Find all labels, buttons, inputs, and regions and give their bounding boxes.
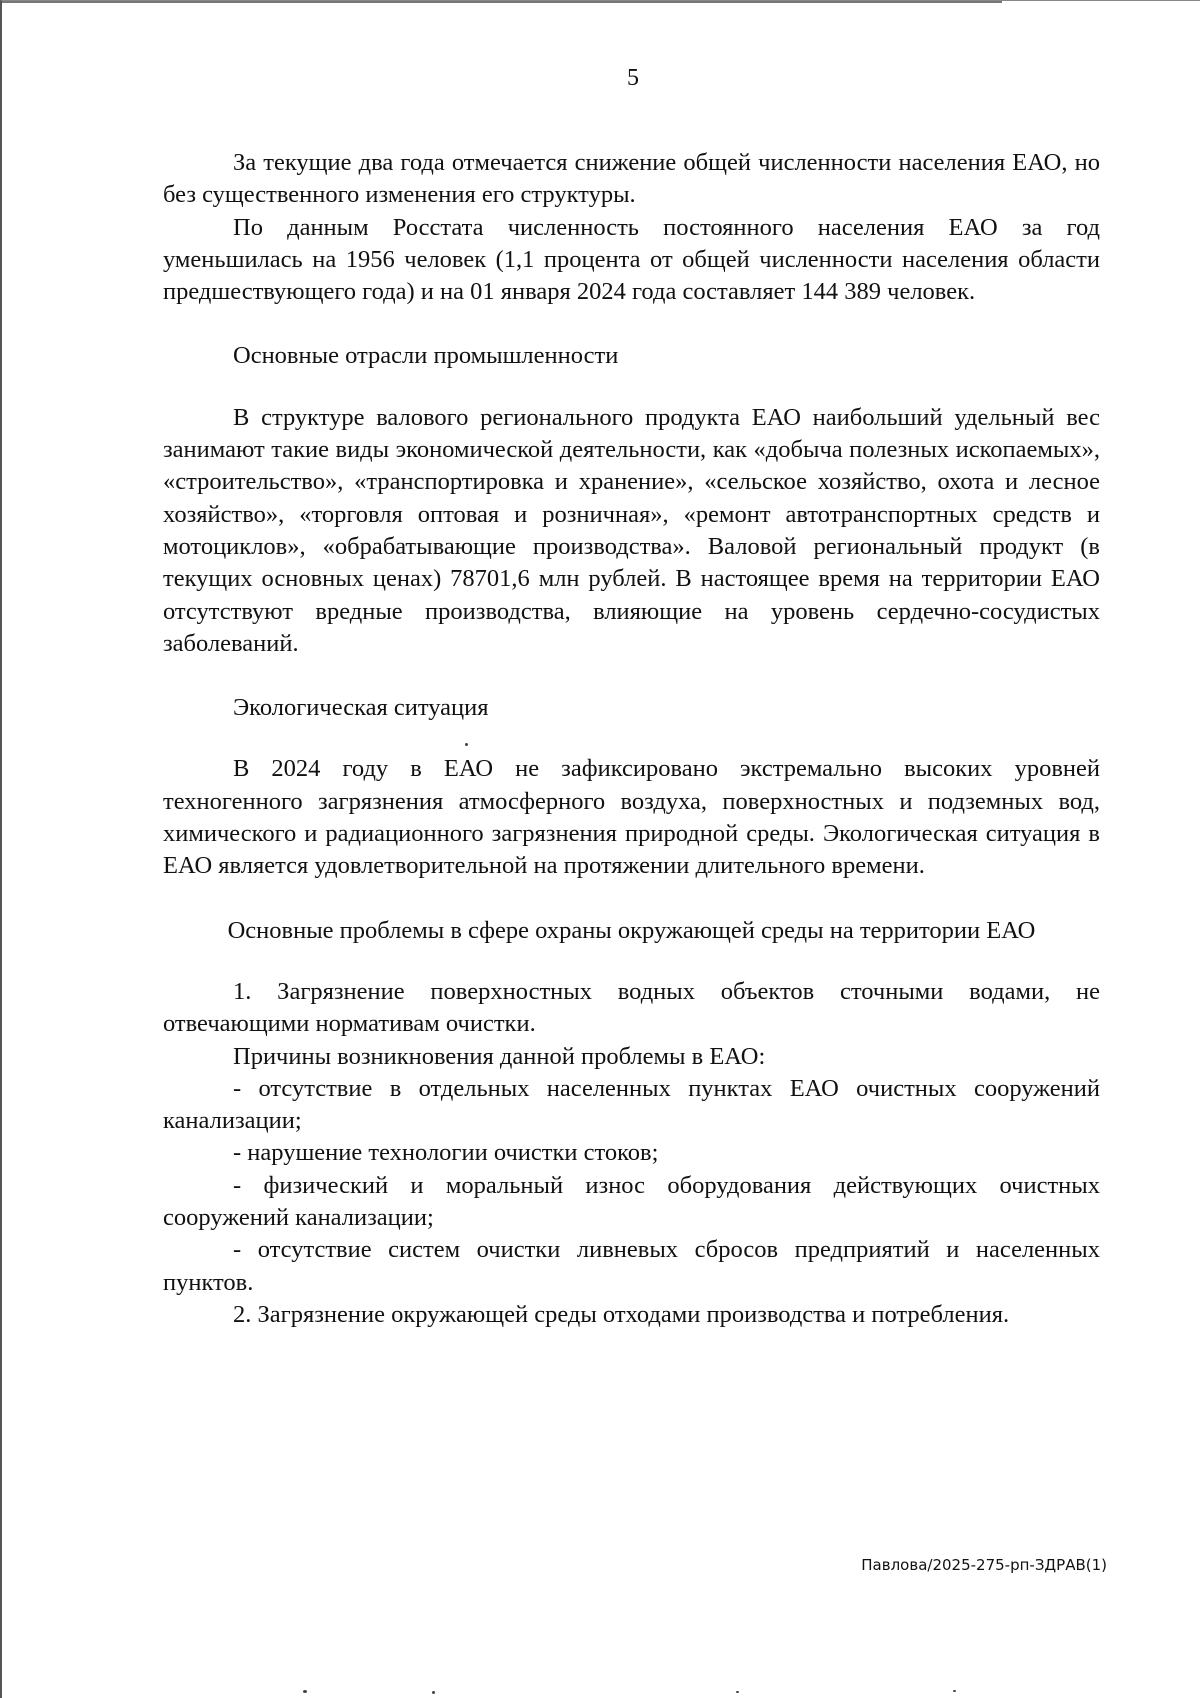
heading-industries: Основные отрасли промышленности xyxy=(233,342,619,370)
list-item-cause-4: - отсутствие систем очистки ливневых сбросов предприятий и населенных пунктов. xyxy=(163,1236,1100,1296)
list-item-cause-1: - отсутствие в отдельных населенных пунктах ЕАО очистных сооружений канализации; xyxy=(163,1074,1100,1135)
scan-speck xyxy=(303,1690,307,1693)
page-number: 5 xyxy=(627,65,639,91)
heading-ecology: Экологическая ситуация xyxy=(233,694,489,722)
heading-environment-problems: Основные проблемы в сфере охраны окружающей среды на территории ЕАО xyxy=(227,916,1036,944)
paragraph-population-stats: По данным Росстата численность постоянного населения ЕАО за год уменьшилась на 1956 человек (1,1 процента от общей численности населения области предшествующего года) и на 01 января 2024 года составляет 144 389 человек. xyxy=(163,213,1100,306)
paragraph-grp-structure: В структуре валового регионального продукта ЕАО наибольший удельный вес занимают такие виды экономической деятельности, как «добыча полезных ископаемых», «строительство», «транспортировка и хранение», «сельское хозяйство, охота и лесное хозяйство», «торговля оптовая и розничная», «ремонт автотранспортных средств и мотоциклов», «обрабатывающие производства». Валовой региональный продукт (в текущих основных ценах) 78701,6 млн рублей. В настоящее время на территории ЕАО отсутствуют вредные производства, влияющие на уровень сердечно-сосудистых заболеваний. xyxy=(163,403,1100,657)
scan-speck xyxy=(736,1691,739,1693)
paragraph-problem-2: 2. Загрязнение окружающей среды отходами производства и потребления. xyxy=(233,1300,1010,1328)
scan-speck xyxy=(465,743,468,746)
scan-top-edge xyxy=(2,1,1002,3)
paragraph-problem-1: 1. Загрязнение поверхностных водных объектов сточными водами, не отвечающими нормативам очистки. xyxy=(163,977,1100,1038)
document-body xyxy=(163,147,1100,1331)
paragraph-causes-intro: Причины возникновения данной проблемы в ЕАО: xyxy=(233,1042,766,1070)
scan-speck xyxy=(953,1690,956,1692)
paragraph-population-trend: За текущие два года отмечается снижение общей численности населения ЕАО, но без существенного изменения его структуры. xyxy=(163,149,1100,209)
paragraph-ecology-status: В 2024 году в ЕАО не зафиксировано экстремально высоких уровней техногенного загрязнения атмосферного воздуха, поверхностных и подземных вод, химического и радиационного загрязнения природной среды. Экологическая ситуация в ЕАО является удовлетворительной на протяжении длительного времени. xyxy=(163,755,1100,880)
scan-speck xyxy=(432,1691,435,1694)
document-registration-code: Павлова/2025-275-рп-ЗДРАВ(1) xyxy=(861,1556,1107,1574)
list-item-cause-3: - физический и моральный износ оборудования действующих очистных сооружений канализации; xyxy=(163,1171,1100,1232)
list-item-cause-2: - нарушение технологии очистки стоков; xyxy=(233,1139,659,1167)
